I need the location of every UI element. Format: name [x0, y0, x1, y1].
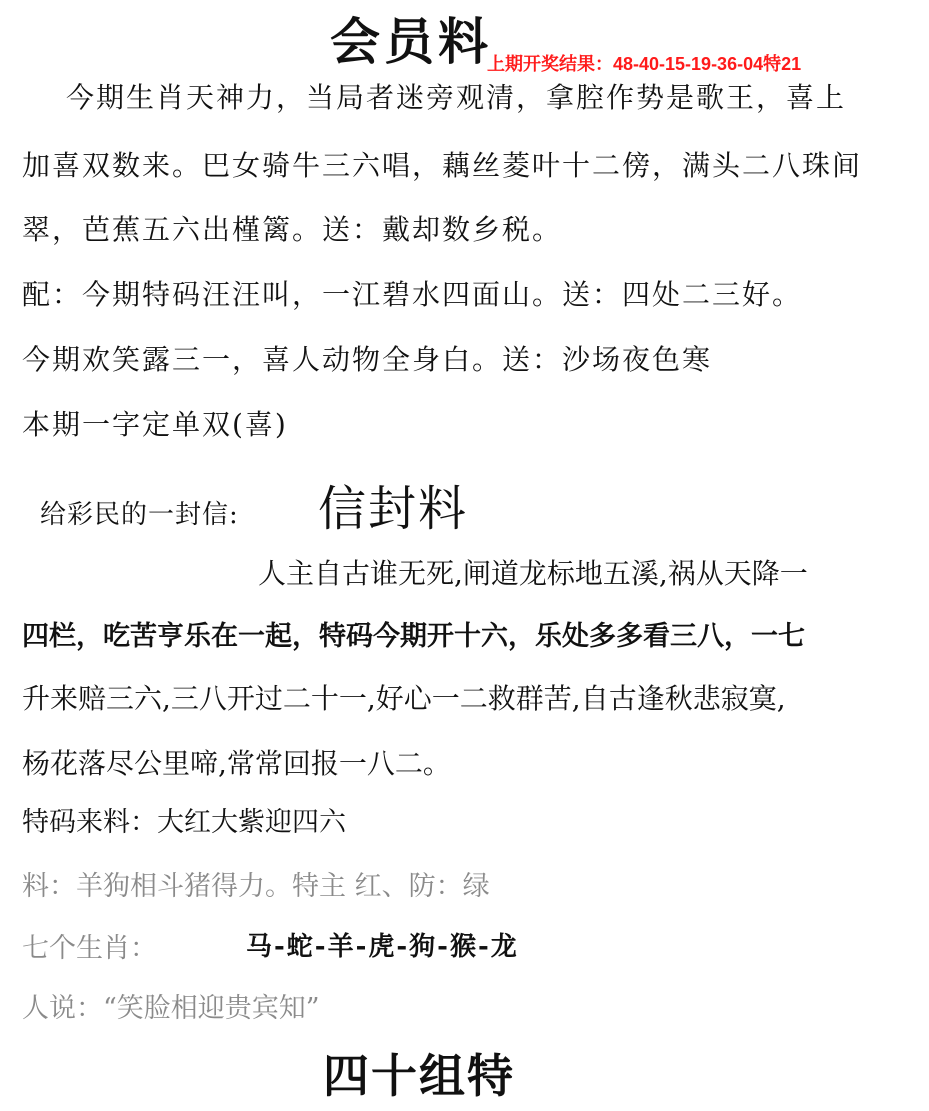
member-line-5: 今期欢笑露三一，喜人动物全身白。送：沙场夜色寒 — [22, 343, 713, 376]
page-title: 会员料 — [330, 13, 492, 71]
seven-zodiac-value: 马-蛇-羊-虎-狗-猴-龙 — [246, 932, 519, 962]
member-line-1: 今期生肖天神力，当局者迷旁观清，拿腔作势是歌王，喜上 — [66, 81, 847, 114]
footer-title: 四十组特 — [323, 1049, 515, 1103]
letter-line-1: 人主自古谁无死,闸道龙标地五溪,祸从天降一 — [258, 557, 808, 590]
letter-line-2: 四栏，吃苦亨乐在一起，特码今期开十六，乐处多多看三八，一七 — [22, 621, 805, 652]
member-line-3: 翠，芭蕉五六出槿篱。送：戴却数乡税。 — [22, 213, 563, 246]
letter-title: 信封料 — [318, 481, 469, 537]
letter-line-3: 升来赔三六,三八开过二十一,好心一二救群苦,自古逢秋悲寂寞, — [22, 682, 786, 715]
saying-line: 人说：“笑脸相迎贵宾知” — [22, 993, 320, 1024]
member-line-6: 本期一字定单双(喜) — [22, 408, 288, 441]
special-source-line: 特码来料：大红大紫迎四六 — [22, 807, 346, 838]
member-line-4: 配：今期特码汪汪叫，一江碧水四面山。送：四处二三好。 — [22, 278, 803, 311]
partial-tip-line: 料：羊狗相斗猪得力。特主 红、防：绿 — [22, 871, 490, 902]
letter-line-4: 杨花落尽公里啼,常常回报一八二。 — [22, 747, 451, 780]
last-draw-result: 上期开奖结果：48-40-15-19-36-04特21 — [487, 54, 802, 74]
seven-zodiac-label: 七个生肖： — [22, 933, 157, 964]
member-line-2: 加喜双数来。巴女骑牛三六唱，藕丝菱叶十二傍，满头二八珠间 — [22, 149, 863, 182]
letter-intro: 给彩民的一封信: — [40, 500, 239, 530]
